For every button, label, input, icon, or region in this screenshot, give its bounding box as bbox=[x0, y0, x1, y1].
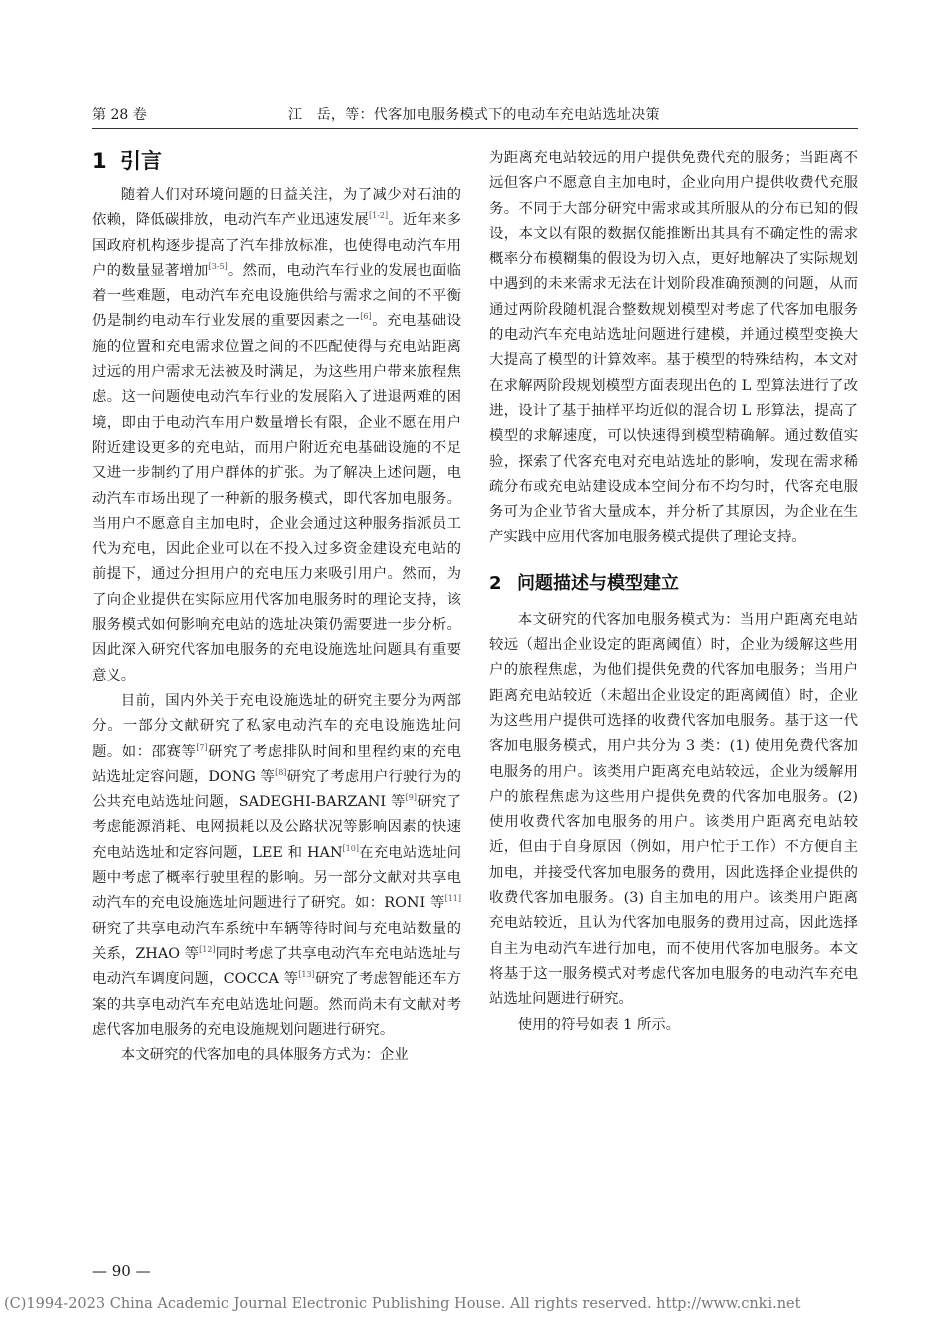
section-1-number: 1 bbox=[92, 149, 107, 173]
citation-ref[interactable]: [3-5] bbox=[208, 261, 228, 271]
text-run: 研究了考虑智能还车方案的共享电动汽车充电站选址问题。然而尚未有文献对考虑代客加电服务的充电设施规划问题进行研究。 bbox=[92, 971, 461, 1038]
citation-ref[interactable]: [9] bbox=[405, 793, 417, 803]
section-1-heading bbox=[92, 146, 461, 176]
section-2-title: 问题描述与模型建立 bbox=[517, 572, 679, 594]
copyright-notice: (C)1994-2023 China Academic Journal Electronic Publishing House. All rights reserved. http://www.cnki.net bbox=[4, 1296, 801, 1312]
citation-ref[interactable]: [6] bbox=[360, 312, 372, 322]
running-title: 江 岳，等：代客加电服务模式下的电动车充电站选址决策 bbox=[288, 107, 660, 123]
right-column bbox=[489, 146, 858, 1038]
section-2-paragraph-2: 使用的符号如表 1 所示。 bbox=[517, 1016, 681, 1033]
citation-ref[interactable]: [13] bbox=[298, 970, 315, 980]
citation-ref[interactable]: [12] bbox=[199, 944, 216, 954]
volume-label: 第 28 卷 bbox=[92, 107, 147, 123]
section-2-heading bbox=[489, 570, 858, 598]
section-1-paragraph-3-start: 本文研究的代客加电的具体服务方式为：企业 bbox=[120, 1047, 409, 1064]
citation-ref[interactable]: [7] bbox=[196, 742, 208, 752]
citation-ref[interactable]: [11] bbox=[444, 894, 461, 904]
text-run: 同时考虑了共享电动汽车充电站选址与电动汽车调度问题，COCCA 等 bbox=[92, 945, 461, 988]
citation-ref[interactable]: [8] bbox=[275, 767, 287, 777]
section-1-paragraph-2 bbox=[92, 689, 461, 1043]
section-2-paragraph-1: 本文研究的代客加电服务模式为：当用户距离充电站较远（超出企业设定的距离阈值）时，企业为缓解这些用户的旅程焦虑，为他们提供免费的代客加电服务；当用户距离充电站较近（未超出企业设定的距离阈值）时，企业为这些用户提供可选择的收费代客加电服务。基于这一代客加电服务模式，用户共分为 3 类：(1) 使用免费代客加电服务的用户。该类用户距离充电站较远，企业为缓解用户的旅程焦虑为这些用户提供免费的代客加电服务。(2) 使用收费代客加电服务的用户。该类用户距离充电站较近，但由于自身原因（例如，用户忙于工作）不方便自主加电，并接受代客加电服务的费用，因此选择企业提供的收费代客加电服务。(3) 自主加电的用户。该类用户距离充电站较近，且认为代客加电服务的费用过高，因此选择自主为电动汽车进行加电，而不使用代客加电服务。本文将基于这一服务模式对考虑代客加电服务的电动汽车充电站选址问题进行研究。 bbox=[489, 611, 858, 1008]
text-run: 。然而，电动汽车行业的发展也面临着一些难题，电动汽车充电设施供给与需求之间的不平衡仍是制约电动车行业发展的重要因素之一 bbox=[92, 262, 461, 330]
section-1-title: 引言 bbox=[120, 149, 162, 173]
text-run: 随着人们对环境问题的日益关注，为了减少对石油的依赖，降低碳排放，电动汽车产业迅速发展 bbox=[92, 187, 461, 229]
citation-ref[interactable]: [1-2] bbox=[368, 211, 389, 221]
text-run: 。近年来多国政府机构逐步提高了汽车排放标准，也使得电动汽车用户的数量显著增加 bbox=[92, 212, 461, 279]
section-1-paragraph-3-continued: 为距离充电站较远的用户提供免费代充的服务；当距离不远但客户不愿意自主加电时，企业向用户提供收费代充服务。不同于大部分研究中需求或其所服从的分布已知的假设，本文以有限的数据仅能推断出其具有不确定性的需求概率分布模糊集的假设为切入点，更好地解决了实际规划中遇到的未来需求无法在计划阶段准确预测的问题，从而通过两阶段随机混合整数规划模型对考虑了代客加电服务的电动汽车充电站选址问题进行建模，并通过模型变换大大提高了模型的计算效率。基于模型的特殊结构，本文对在求解两阶段规划模型方面表现出色的 L 型算法进行了改进，设计了基于抽样平均近似的混合切 L 形算法，提高了模型的求解速度，可以快速得到模型精确解。通过数值实验，探索了代客充电对充电站选址的影响，发现在需求稀疏分布或充电站建设成本空间分布不均匀时，代客充电服务可为企业节省大量成本，并分析了其原因，为企业在生产实践中应用代客加电服务模式提供了理论支持。 bbox=[489, 150, 858, 546]
section-1-paragraph-1 bbox=[92, 183, 461, 689]
text-run: 在充电站选址问题中考虑了概率行驶里程的影响。另一部分文献对共享电动汽车的充电设施选址问题进行了研究。如：RONI 等 bbox=[92, 844, 461, 912]
running-header bbox=[92, 104, 858, 126]
page-number: — 90 — bbox=[92, 1262, 151, 1280]
text-run: 研究了考虑排队时间和里程约束的充电站选址定容问题，DONG 等 bbox=[92, 743, 461, 785]
citation-ref[interactable]: [10] bbox=[342, 843, 359, 853]
header-rule bbox=[92, 128, 858, 129]
text-run: 研究了考虑能源消耗、电网损耗以及公路状况等影响因素的快速充电站选址和定容问题，LEE 和 HAN bbox=[92, 794, 461, 861]
left-column bbox=[92, 146, 461, 1068]
text-run: 。充电基础设施的位置和充电需求位置之间的不匹配使得与充电站距离过远的用户需求无法被及时满足，为这些用户带来旅程焦虑。这一问题使电动汽车行业的发展陷入了进退两难的困境，即由于电动汽车用户数量增长有限，企业不愿在用户附近建设更多的充电站，而用户附近充电基础设施的不足又进一步制约了用户群体的扩张。为了解决上述问题，电动汽车市场出现了一种新的服务模式，即代客加电服务。当用户不愿意自主加电时，企业会通过这种服务指派员工代为充电，因此企业可以在不投入过多资金建设充电站的前提下，通过分担用户的充电压力来吸引用户。然而，为了向企业提供在实际应用代客加电服务时的理论支持，该服务模式如何影响充电站的选址决策仍需要进一步分析。因此深入研究代客加电服务的充电设施选址问题具有重要意义。 bbox=[92, 313, 461, 684]
text-run: 研究了考虑用户行驶行为的公共充电站选址问题，SADEGHI-BARZANI 等 bbox=[92, 768, 461, 811]
text-run: 目前，国内外关于充电设施选址的研究主要分为两部分。一部分文献研究了私家电动汽车的充电设施选址问题。如：邵赛等 bbox=[92, 692, 461, 760]
section-2-number: 2 bbox=[489, 572, 502, 594]
text-run: 研究了共享电动汽车系统中车辆等待时间与充电站数量的关系，ZHAO 等 bbox=[92, 920, 461, 962]
